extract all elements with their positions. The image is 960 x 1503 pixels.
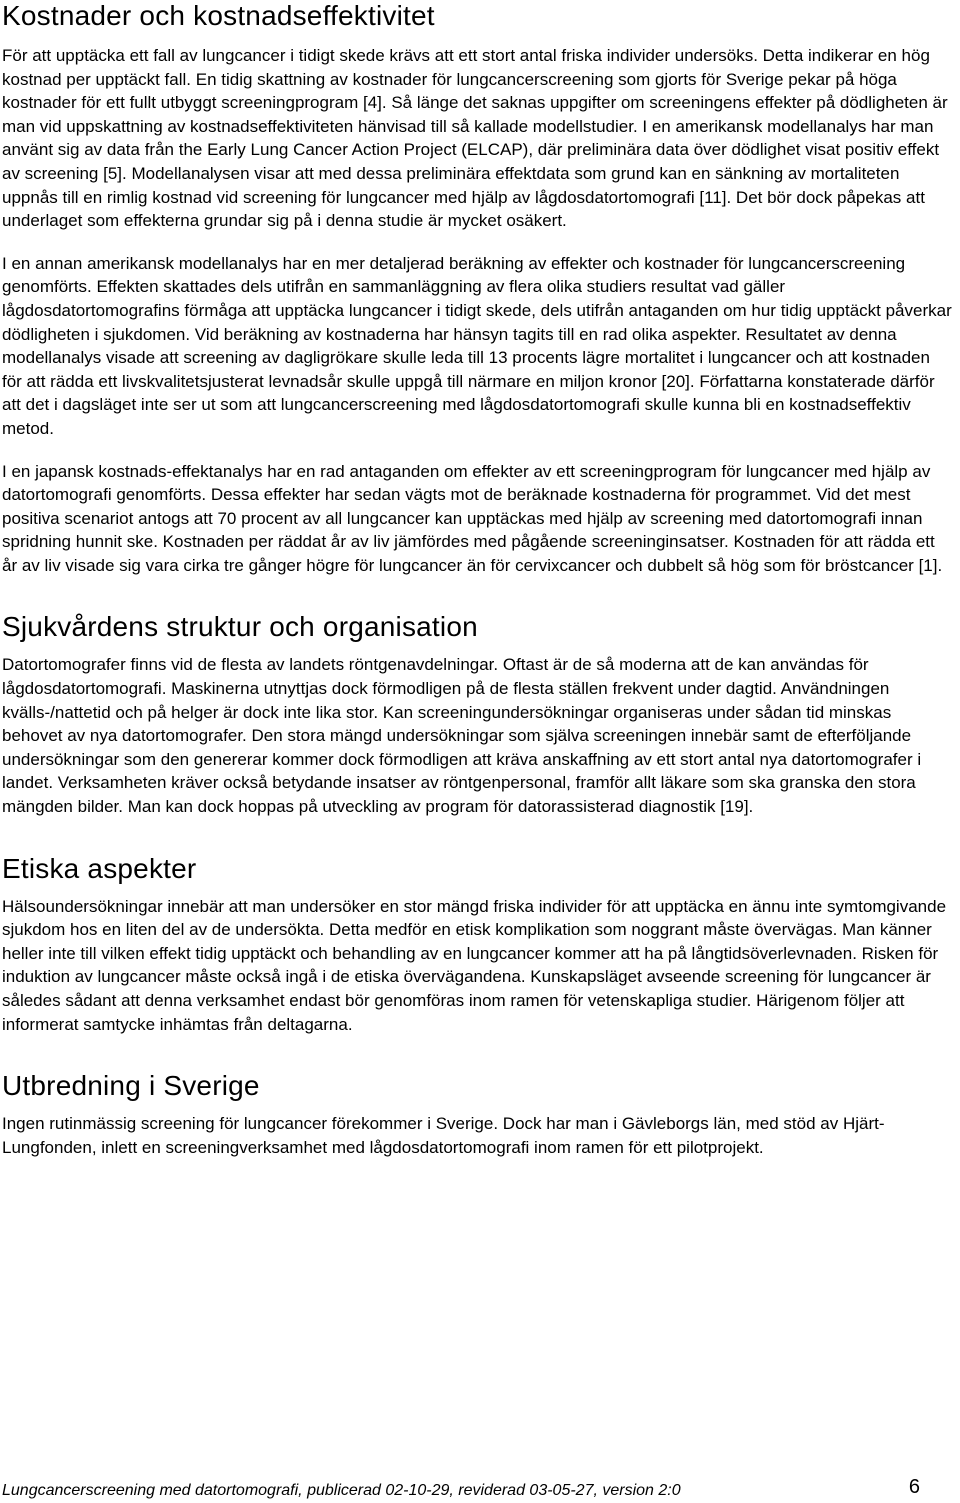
section-heading-costs: Kostnader och kostnadseffektivitet [2,0,435,31]
footer-text: Lungcancerscreening med datortomografi, publicerad 02-10-29, reviderad 03-05-27, version 2:0 [2,1482,681,1499]
document-body [2,0,952,1159]
paragraph-healthcare-structure: Datortomografer finns vid de flesta av landets röntgenavdelningar. Oftast är de så moderna att de kan användas för lågdosdatortomografi. Maskinerna utnyttjas dock förmodligen på de flesta ställen frekvent under dagtid. Användningen kvälls-/nattetid och på helger är dock inte lika stor. Kan screeningundersökningar organiseras under sådan tid minskas behovet av nya datortomografer. Den stora mängd undersökningar som själva screeningen innebär samt de efterföljande undersökningar som den genererar kommer dock förmodligen att kräva anskaffning av ett stort antal nya datortomografer i landet. Verksamheten kräver också betydande insatser av röntgenpersonal, framför allt läkare som ska granska den stora mängden bilder. Man kan dock hoppas på utveckling av program för datorassisterad diagnostik [19]. [2,655,922,817]
paragraph-ethics: Hälsoundersökningar innebär att man undersöker en stor mängd friska individer för att upptäcka en ännu inte symtomgivande sjukdom hos en liten del av de undersökta. Detta medför en etisk komplikation som noggrant måste övervägas. Man känner heller inte till vilken effekt tidig upptäckt och behandling av en lungcancer kommer att ha på långtidsöverlevnaden. Risken för induktion av lungcancer måste också ingå i de etiska övervägandena. Kunskapsläget avseende screening för lungcancer är således sådant att denna verksamhet endast bör genomföras inom ramen för vetenskapliga studier. Härigenom följer att informerat samtycke inhämtas från deltagarna. [2,896,947,1034]
section-heading-sweden: Utbredning i Sverige [2,1070,260,1102]
page-number: 6 [908,1476,920,1498]
section-heading-healthcare-structure: Sjukvårdens struktur och organisation [2,611,478,643]
paragraph-costs-1: För att upptäcka ett fall av lungcancer i tidigt skede krävs att ett stort antal friska individer undersöks. Detta indikerar en hög kostnad per upptäckt fall. En tidig skattning av kostnader för lungcancerscreening som gjorts för Sverige pekar på höga kostnader för ett fullt utbyggt screeningprogram [4]. Så länge det saknas uppgifter om screeningens effekter på dödligheten är man vid uppskattning av kostnadseffektiviteten hänvisad till så kallade modellstudier. I en amerikansk modellanalys har man använt sig av data från the Early Lung Cancer Action Project (ELCAP), där preliminära data över dödlighet visat positiv effekt av screening [5]. Modellanalysen visar att med dessa preliminära effektdata som grund kan en sänkning av mortaliteten uppnås till en rimlig kostnad vid screening för lungcancer med hjälp av lågdosdatortomografi [11]. Det bör dock påpekas att underlaget som effekterna grundar sig på i denna studie är mycket osäkert. [2,46,948,231]
paragraph-costs-3: I en japansk kostnads-effektanalys har en rad antaganden om effekter av ett screeningprogram för lungcancer med hjälp av datortomografi genomförts. Dessa effekter har sedan vägts mot de beräknade kostnaderna för programmet. Vid det mest positiva scenariot antogs att 70 procent av all lungcancer kan upptäckas med hjälp av screening med datortomografi innan spridning hunnit ske. Kostnaden per räddat år av liv jämfördes med pågående screeninginsatser. Kostnaden för att rädda ett år av liv visade sig vara cirka tre gånger högre för lungcancer än för cervixcancer och dubbelt så hög som för bröstcancer [1]. [2,461,943,575]
section-heading-ethics: Etiska aspekter [2,852,197,884]
paragraph-costs-2: I en annan amerikansk modellanalys har en mer detaljerad beräkning av effekter och kostnader för lungcancerscreening genomförts. Effekten skattades dels utifrån en sammanläggning av flera olika studiers resultat vad gäller lågdosdatortomografins förmåga att upptäcka lungcancer i tidigt skede, dels utifrån antaganden om hur tidig upptäckt påverkar dödligheten i sjukdomen. Vid beräkning av kostnaderna har hänsyn tagits till en rad olika aspekter. Resultatet av denna modellanalys visade att screening av dagligrökare skulle leda till 13 procents lägre mortalitet i lungcancer och att kostnaden för att rädda ett livskvalitetsjusterat levnadsår skulle uppgå till närmare en miljon kronor [20]. Författarna konstaterade därför att det i dagsläget inte ser ut som att lungcancerscreening med lågdosdatortomografi skulle kunna bli en kostnadseffektiv metod. [2,253,952,438]
paragraph-sweden: Ingen rutinmässig screening för lungcancer förekommer i Sverige. Dock har man i Gävleborgs län, med stöd av Hjärt-Lungfonden, inlett en screeningverksamhet med lågdosdatortomografi inom ramen för ett pilotprojekt. [2,1114,885,1157]
